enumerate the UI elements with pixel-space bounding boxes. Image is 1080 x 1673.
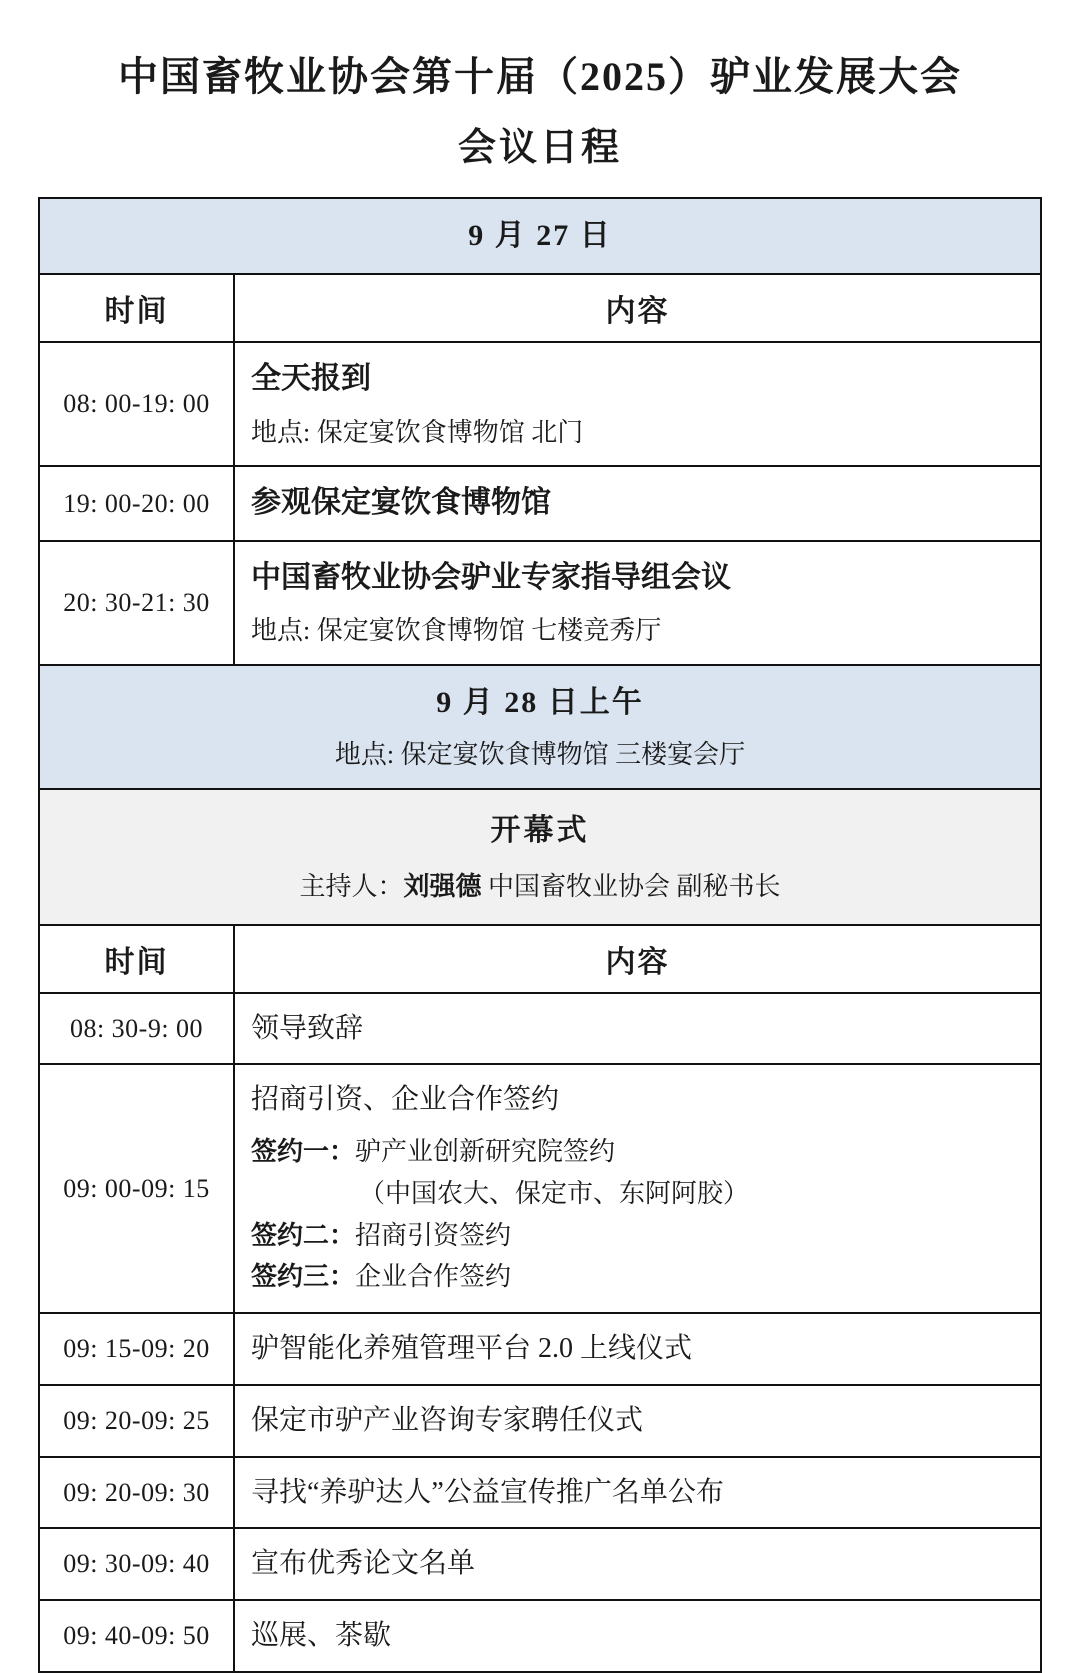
- item-title: 领导致辞: [251, 1012, 364, 1044]
- day-header-row: [39, 198, 1041, 274]
- schedule-body: [39, 198, 1041, 1672]
- session-title: 开幕式: [490, 813, 590, 847]
- detail-line: [251, 1217, 1022, 1255]
- day-header-cell: [39, 198, 1041, 274]
- detail-line: [251, 1258, 1022, 1296]
- detail-label: 签约二：: [251, 1219, 356, 1250]
- detail-text: 招商引资签约: [355, 1220, 512, 1250]
- time-cell: 09: 20-09: 25: [39, 1385, 234, 1457]
- item-title: 宣布优秀论文名单: [251, 1548, 476, 1580]
- detail-text: （中国农大、保定市、东阿阿胶）: [359, 1178, 750, 1208]
- day-header-title: 9 月 28 日上午: [436, 686, 644, 720]
- item-title: 参观保定宴饮食博物馆: [251, 486, 551, 520]
- schedule-row: [39, 342, 1041, 466]
- time-cell: 08: 30-9: 00: [39, 993, 234, 1065]
- time-header-cell: 时间: [39, 925, 234, 993]
- item-title: 保定市驴产业咨询专家聘任仪式: [251, 1404, 644, 1436]
- schedule-row: [39, 1600, 1041, 1672]
- page-subtitle: 会议日程: [457, 127, 622, 169]
- schedule-table: [38, 197, 1042, 1673]
- session-cell: [39, 789, 1041, 925]
- item-title: 寻找“养驴达人”公益宣传推广名单公布: [251, 1476, 724, 1508]
- host-text: 主持人：: [299, 871, 404, 901]
- session-host-line: [50, 870, 1030, 904]
- item-title: 驴智能化养殖管理平台 2.0 上线仪式: [251, 1333, 693, 1365]
- time-cell: 09: 30-09: 40: [39, 1528, 234, 1600]
- item-title: 招商引资、企业合作签约: [251, 1084, 560, 1116]
- content-cell: [234, 1600, 1041, 1672]
- day-header-cell: [39, 665, 1041, 789]
- item-location: 地点: 保定宴饮食博物馆 七楼竞秀厅: [251, 616, 662, 646]
- schedule-row: [39, 541, 1041, 665]
- item-location: 地点: 保定宴饮食博物馆 北门: [251, 417, 584, 447]
- content-cell: [234, 1313, 1041, 1385]
- session-row: [39, 789, 1041, 925]
- column-header-row: [39, 274, 1041, 342]
- content-cell: [234, 342, 1041, 466]
- time-cell: 08: 00-19: 00: [39, 342, 234, 466]
- time-cell: 09: 40-09: 50: [39, 1600, 234, 1672]
- content-header-cell: 内容: [234, 925, 1041, 993]
- schedule-row: [39, 1457, 1041, 1529]
- content-cell: [234, 1385, 1041, 1457]
- time-cell: 09: 00-09: 15: [39, 1064, 234, 1313]
- time-cell: 09: 20-09: 30: [39, 1457, 234, 1529]
- content-cell: [234, 1064, 1041, 1313]
- day-header-location: 地点: 保定宴饮食博物馆 三楼宴会厅: [334, 740, 746, 770]
- detail-line: [251, 1133, 1022, 1171]
- schedule-row: [39, 1064, 1041, 1313]
- detail-text: 企业合作签约: [355, 1262, 512, 1292]
- content-cell: [234, 1457, 1041, 1529]
- item-title: 中国畜牧业协会驴业专家指导组会议: [251, 560, 731, 594]
- detail-label: 签约三：: [251, 1261, 356, 1292]
- schedule-row: [39, 1313, 1041, 1385]
- day-header-title: 9 月 27 日: [468, 219, 612, 252]
- item-title: 巡展、茶歇: [251, 1620, 392, 1652]
- time-header-cell: 时间: [39, 274, 234, 342]
- time-cell: 20: 30-21: 30: [39, 541, 234, 665]
- schedule-row: [39, 993, 1041, 1065]
- time-cell: 19: 00-20: 00: [39, 466, 234, 541]
- item-title: 全天报到: [251, 362, 371, 395]
- detail-line: [251, 1175, 1022, 1213]
- detail-lines: [251, 1133, 1022, 1296]
- host-text: 中国畜牧业协会 副秘书长: [481, 871, 781, 901]
- content-cell: [234, 466, 1041, 541]
- schedule-row: [39, 466, 1041, 541]
- time-cell: 09: 15-09: 20: [39, 1313, 234, 1385]
- detail-label: 签约一：: [251, 1136, 356, 1167]
- content-cell: [234, 1528, 1041, 1600]
- host-name: 刘强德: [403, 870, 482, 901]
- detail-text: 驴产业创新研究院签约: [355, 1137, 616, 1167]
- schedule-row: [39, 1385, 1041, 1457]
- column-header-row: [39, 925, 1041, 993]
- content-cell: [234, 541, 1041, 665]
- content-cell: [234, 993, 1041, 1065]
- page-title: 中国畜牧业协会第十届（2025）驴业发展大会: [118, 54, 962, 99]
- schedule-row: [39, 1528, 1041, 1600]
- day-header-row: [39, 665, 1041, 789]
- content-header-cell: 内容: [234, 274, 1041, 342]
